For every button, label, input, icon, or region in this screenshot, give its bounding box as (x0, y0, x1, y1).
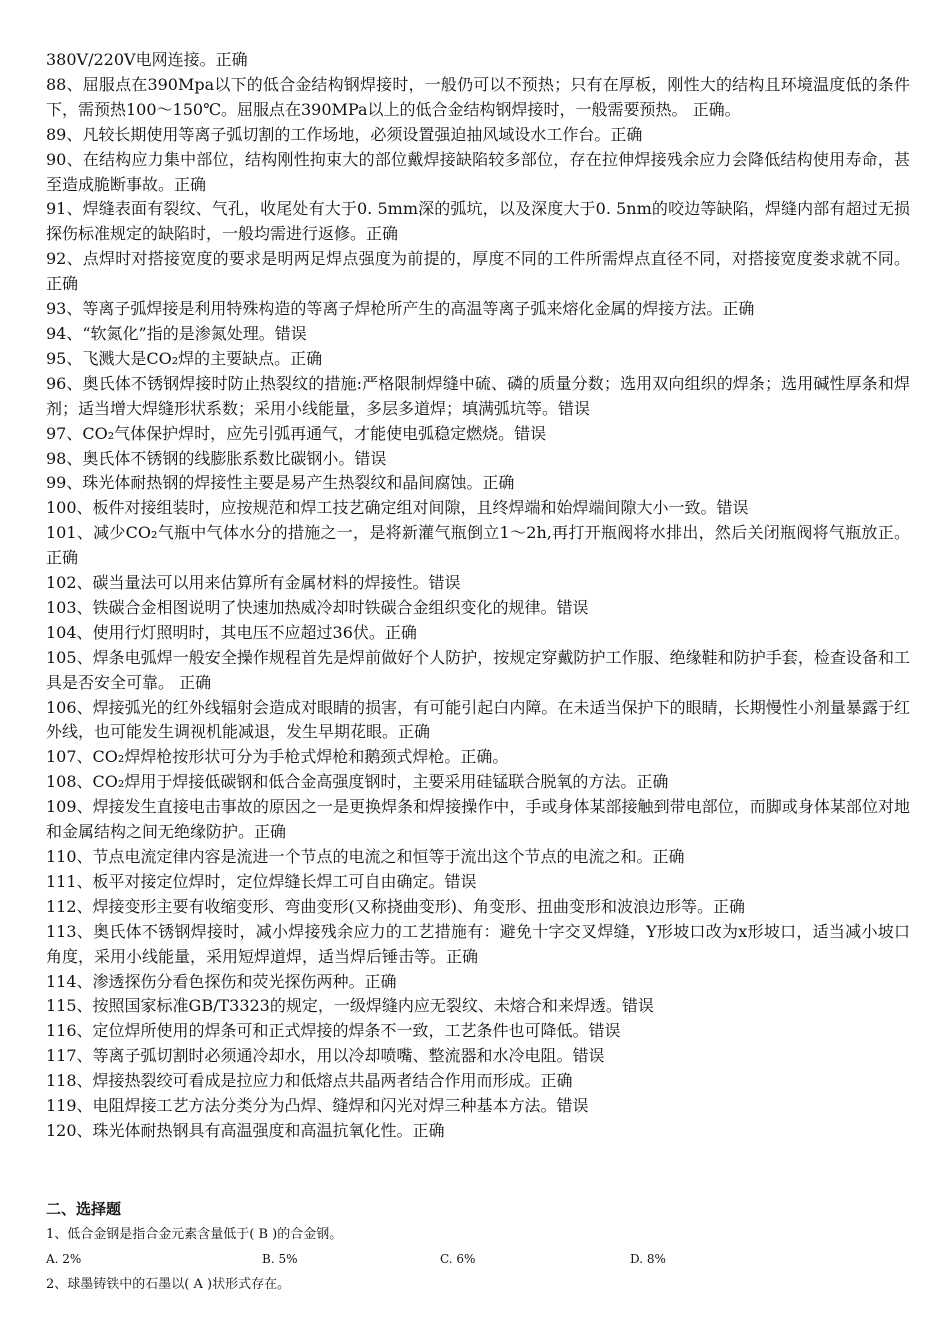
tf-item: 96、奥氏体不锈钢焊接时防止热裂纹的措施:严格限制焊缝中硫、磷的质量分数；选用双向组织的焊条；选用碱性厚条和焊剂；适当增大焊缝形状系数；采用小线能量，多层多道焊；填满弧坑等。错误 (46, 373, 910, 418)
tf-item: 88、屈服点在390Mpa以下的低合金结构钢焊接时，一般仍可以不预热；只有在厚板，刚性大的结构且环境温度低的条件下，需预热100～150℃。屈服点在390MPa以上的低合金结构钢焊接时，一般需要预热。 正确。 (46, 74, 910, 119)
tf-item: 99、珠光体耐热钢的焊接性主要是易产生热裂纹和晶间腐蚀。正确 (46, 473, 515, 493)
tf-item: 101、减少CO₂气瓶中气体水分的措施之一，是将新灌气瓶倒立1～2h,再打开瓶阀将水排出，然后关闭瓶阀将气瓶放正。正确 (46, 523, 910, 568)
tf-item: 113、奥氏体不锈钢焊接时，减小焊接残余应力的工艺措施有：避免十字交叉焊缝，Y形坡口改为x形坡口，适当减小坡口角度，采用小线能量，采用短焊道焊，适当焊后锤击等。正确 (46, 921, 910, 966)
tf-item: 98、奥氏体不锈钢的线膨胀系数比碳钢小。错误 (46, 448, 387, 468)
tf-item: 89、凡较长期使用等离子弧切割的工作场地，必须设置强迫抽风域设水工作台。正确 (46, 124, 643, 144)
tf-item: 112、焊接变形主要有收缩变形、弯曲变形(又称挠曲变形)、角变形、扭曲变形和波浪边形等。正确 (46, 896, 746, 916)
tf-item: 103、铁碳合金相图说明了快速加热威冷却时铁碳合金组织变化的规律。错误 (46, 597, 589, 617)
tf-item: 104、使用行灯照明时，其电压不应超过36伏。正确 (46, 622, 417, 642)
tf-item: 97、CO₂气体保护焊时，应先引弧再通气，才能使电弧稳定燃烧。错误 (46, 423, 547, 443)
section-heading: 二、选择题 (46, 1200, 122, 1218)
tf-item: 117、等离子弧切割时必须通冷却水，用以冷却喷嘴、整流器和水冷电阻。错误 (46, 1046, 605, 1066)
tf-item: 93、等离子弧焊接是利用特殊构造的等离子焊枪所产生的高温等离子弧来熔化金属的焊接方法。正确 (46, 299, 755, 319)
tf-item: 94、“软氮化”指的是渗氮处理。错误 (46, 323, 307, 343)
tf-item: 111、板平对接定位焊时，定位焊缝长焊工可自由确定。错误 (46, 871, 477, 891)
tf-item: 95、飞溅大是CO₂焊的主要缺点。正确 (46, 348, 323, 368)
tf-item: 115、按照国家标准GB/T3323的规定，一级焊缝内应无裂纹、未熔合和来焊透。错误 (46, 996, 654, 1016)
tf-item: 105、焊条电弧焊一般安全操作规程首先是焊前做好个人防护，按规定穿戴防护工作服、绝缘鞋和防护手套，检查设备和工具是否安全可靠。 正确 (46, 647, 910, 692)
tf-item: 120、珠光体耐热钢具有高温强度和高温抗氧化性。正确 (46, 1120, 445, 1140)
multiple-choice-section (46, 1196, 910, 1297)
question-2: 2、球墨铸铁中的石墨以( A )状形式存在。 (46, 1277, 291, 1292)
tf-item: 102、碳当量法可以用来估算所有金属材料的焊接性。错误 (46, 573, 461, 593)
tf-item: 108、CO₂焊用于焊接低碳钢和低合金高强度钢时，主要采用硅锰联合脱氧的方法。正确 (46, 772, 669, 792)
option-a: A. 2% (46, 1252, 82, 1266)
true-false-list (46, 48, 910, 1144)
tf-item: 91、焊缝表面有裂纹、气孔，收尾处有大于0. 5mm深的弧坑，以及深度大于0. 5nm的咬边等缺陷，焊缝内部有超过无损探伤标准规定的缺陷时，一般均需进行返修。正确 (46, 199, 910, 244)
tf-item: 107、CO₂焊焊枪按形状可分为手枪式焊枪和鹅颈式焊枪。正确。 (46, 747, 509, 767)
question-1-options (46, 1247, 910, 1272)
question-1: 1、低合金钢是指合金元素含量低于( B )的合金钢。 (46, 1227, 343, 1242)
option-d: D. 8% (630, 1252, 666, 1266)
tf-item: 100、板件对接组装时，应按规范和焊工技艺确定组对间隙，且终焊端和始焊端间隙大小一致。错误 (46, 498, 749, 518)
tf-item: 118、焊接热裂绞可看成是拉应力和低熔点共晶两者结合作用而形成。正确 (46, 1071, 573, 1091)
tf-item: 90、在结构应力集中部位，结构刚性拘束大的部位戴焊接缺陷较多部位，存在拉伸焊接残余应力会降低结构使用寿命，甚至造成脆断事故。正确 (46, 149, 910, 194)
tf-item: 119、电阻焊接工艺方法分类分为凸焊、缝焊和闪光对焊三种基本方法。错误 (46, 1096, 589, 1116)
tf-item: 116、定位焊所使用的焊条可和正式焊接的焊条不一致，工艺条件也可降低。错误 (46, 1021, 621, 1041)
tf-item: 380V/220V电网连接。正确 (46, 50, 248, 69)
tf-item: 106、焊接弧光的红外线辐射会造成对眼睛的损害，有可能引起白内障。在未适当保护下的眼睛，长期慢性小剂量暴露于红外线，也可能发生调视机能减退，发生早期花眼。正确 (46, 697, 910, 742)
option-b: B. 5% (262, 1252, 298, 1266)
tf-item: 92、点焊时对搭接宽度的要求是明两足焊点强度为前提的，厚度不同的工件所需焊点直径不同，对搭接宽度娄求就不同。正确 (46, 249, 910, 294)
option-c: C. 6% (440, 1252, 476, 1266)
tf-item: 110、节点电流定律内容是流进一个节点的电流之和恒等于流出这个节点的电流之和。正确 (46, 847, 685, 866)
tf-item: 109、焊接发生直接电击事故的原因之一是更换焊条和焊接操作中，手或身体某部接触到带电部位，而脚或身体某部位对地和金属结构之间无绝缘防护。正确 (46, 797, 910, 842)
tf-item: 114、渗透探伤分看色探伤和荧光探伤两种。正确 (46, 971, 397, 991)
